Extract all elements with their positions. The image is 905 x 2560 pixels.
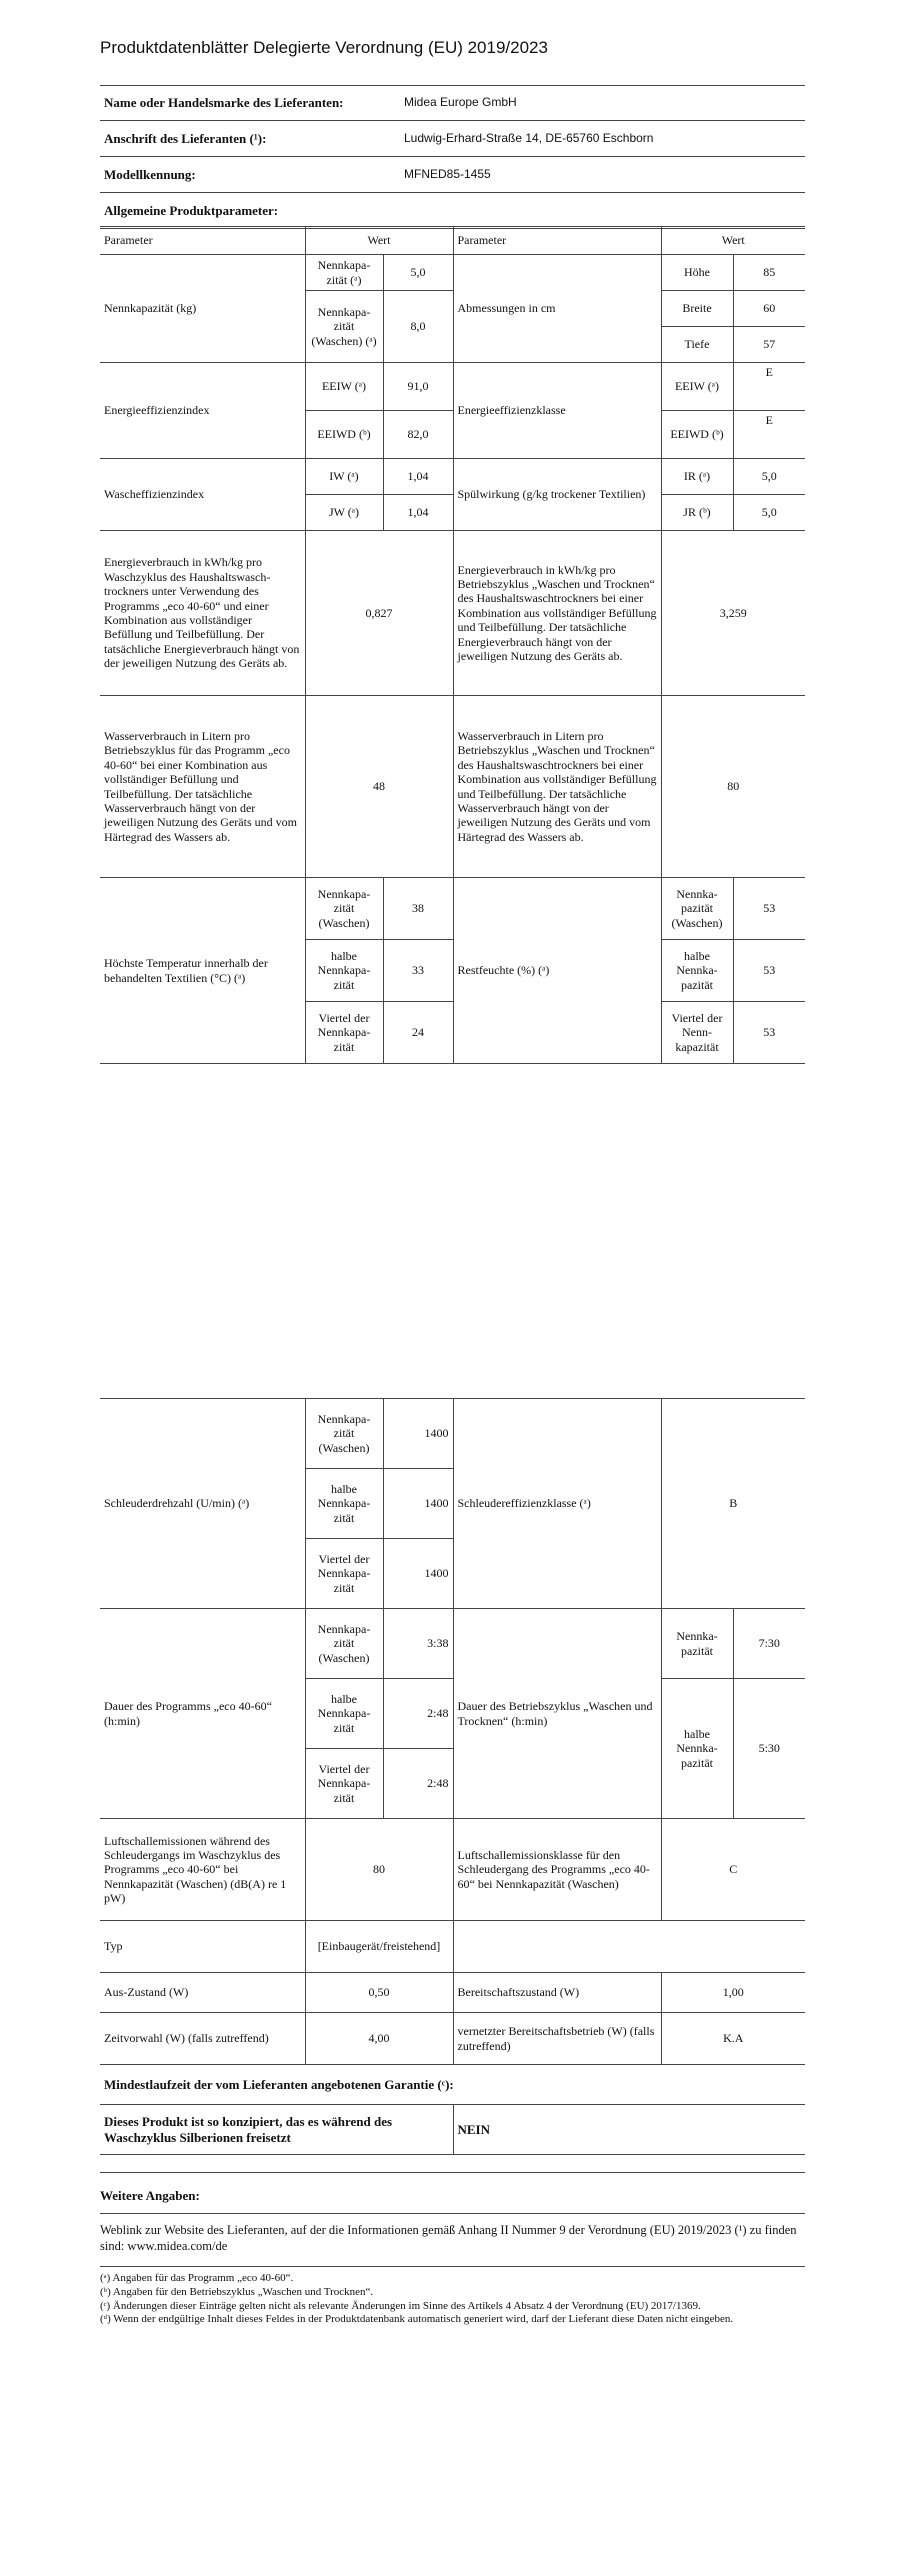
aus-label: Aus-Zustand (W)	[100, 1973, 305, 2013]
model-value: MFNED85-1455	[400, 157, 805, 193]
tiefe-value: 57	[733, 327, 805, 363]
footnotes	[100, 2272, 805, 2327]
supplier-value: Midea Europe GmbH	[400, 85, 805, 121]
eek-w-label: EEIW (ᵃ)	[661, 363, 733, 411]
more-text: Weblink zur Website des Lieferanten, auf der die Informationen gemäß Anhang II Nummer 9 der Verordnung (EU) 2019/2023 (¹) zu finden sind: www.midea.com/de	[100, 2223, 797, 2254]
hoehe-label: Höhe	[661, 255, 733, 291]
temp-label: Höchste Temperatur innerhalb der behandelten Textilien (°C) (ᵃ)	[100, 878, 305, 1064]
parameters-table-1	[100, 226, 805, 1064]
divider	[100, 2172, 805, 2173]
dauer1-label: Dauer des Programms „eco 40-60“ (h:min)	[100, 1609, 305, 1819]
energy2-value: 3,259	[661, 531, 805, 696]
rest-r2-value: 53	[733, 940, 805, 1002]
jr-label: JR (ᵇ)	[661, 495, 733, 531]
dauer2-r1-label: Nennkapazität	[661, 1609, 733, 1679]
general-label: Allgemeine Produktparameter:	[100, 193, 805, 229]
luft1-value: 80	[305, 1819, 453, 1921]
iw-label: IW (ᵃ)	[305, 459, 383, 495]
supplier-row	[100, 85, 805, 121]
table-row	[100, 696, 805, 878]
table-row	[100, 1973, 805, 2013]
table-row	[100, 1609, 805, 1679]
ir-label: IR (ᵃ)	[661, 459, 733, 495]
wfi-label: Wascheffizienzindex	[100, 459, 305, 531]
temp-r3-value: 24	[383, 1002, 453, 1064]
temp-r1-value: 38	[383, 878, 453, 940]
dauer2-r1-value: 7:30	[733, 1609, 805, 1679]
silber-label: Dieses Produkt ist so konzipiert, das es während des Waschzyklus Silberionen freisetzt	[100, 2105, 453, 2155]
dauer1-r3-value: 2:48	[383, 1749, 453, 1819]
rest-r2-label: halbe Nennkapazität	[661, 940, 733, 1002]
divider	[100, 2213, 805, 2214]
empty-cell	[453, 1921, 805, 1973]
table-row	[100, 2065, 805, 2105]
dauer2-r2-value: 5:30	[733, 1679, 805, 1819]
luft2-label: Luftschallemissionsklasse für den Schleudergang des Programms „eco 40-60“ bei Nennkapazität (Waschen)	[453, 1819, 661, 1921]
supplier-header	[100, 85, 805, 229]
eek-wd-label: EEIWD (ᵇ)	[661, 411, 733, 459]
water2-value: 80	[661, 696, 805, 878]
water1-value: 48	[305, 696, 453, 878]
garantie-label: Mindestlaufzeit der vom Lieferanten angebotenen Garantie (ᶜ):	[100, 2065, 805, 2105]
energy2-label: Energieverbrauch in kWh/kg pro Betriebszyklus „Waschen und Trocknen“ des Haushaltswaschtrockners bei einer Kombination aus vollständiger Befüllung und Teilbefüllung. Der tatsächliche Energieverbrauch hängt von der jeweiligen Nutzung des Geräts ab.	[453, 531, 661, 696]
sek-value: B	[661, 1399, 805, 1609]
aus-value: 0,50	[305, 1973, 453, 2013]
zeit-value: 4,00	[305, 2013, 453, 2065]
iw-value: 1,04	[383, 459, 453, 495]
eek-wd-value: E	[733, 411, 805, 459]
value-header-2: Wert	[661, 227, 805, 255]
silber-value: NEIN	[453, 2105, 805, 2155]
table-row	[100, 2105, 805, 2155]
param-header-2: Parameter	[453, 227, 661, 255]
eeiwd-value: 82,0	[383, 411, 453, 459]
eeiw-label: EEIW (ᵃ)	[305, 363, 383, 411]
model-row	[100, 157, 805, 193]
value-header: Wert	[305, 227, 453, 255]
table-row	[100, 531, 805, 696]
jw-value: 1,04	[383, 495, 453, 531]
more-heading: Weitere Angaben:	[100, 2188, 200, 2203]
nennkap-b-value: 8,0	[383, 291, 453, 363]
water2-label: Wasserverbrauch in Litern pro Betriebszyklus „Waschen und Trocknen“ des Haushaltswaschtrockners bei einer Kombination aus vollständiger Befüllung und Teilbefüllung. Der tatsächliche Wasserverbrauch hängt von der jeweiligen Nutzung des Geräts und vom Härtegrad des Wassers ab.	[453, 696, 661, 878]
eei-label: Energieeffizienzindex	[100, 363, 305, 459]
luft1-label: Luftschallemissionen während des Schleudergangs im Waschzyklus des Programms „eco 40-60“ bei Nennkapazität (Waschen) (dB(A) re 1 pW)	[100, 1819, 305, 1921]
zeit-label: Zeitvorwahl (W) (falls zutreffend)	[100, 2013, 305, 2065]
dauer1-r1-label: Nennkapazität (Waschen)	[305, 1609, 383, 1679]
dauer1-r3-label: Viertel der Nennkapazität	[305, 1749, 383, 1819]
typ-value: [Einbaugerät/freistehend]	[305, 1921, 453, 1973]
table-row	[100, 363, 805, 411]
eek-w-value: E	[733, 363, 805, 411]
schleuder-r2-label: halbe Nennkapazität	[305, 1469, 383, 1539]
spuel-label: Spülwirkung (g/kg trockener Textilien)	[453, 459, 661, 531]
jr-value: 5,0	[733, 495, 805, 531]
table-header-row	[100, 227, 805, 255]
tiefe-label: Tiefe	[661, 327, 733, 363]
divider	[100, 2266, 805, 2267]
dauer2-r2-label: halbe Nennkapazität	[661, 1679, 733, 1819]
typ-label: Typ	[100, 1921, 305, 1973]
rest-label: Restfeuchte (%) (ᵃ)	[453, 878, 661, 1064]
energy1-label: Energieverbrauch in kWh/kg pro Waschzyklus des Haushaltswaschtrockners unter Verwendung des Programms „eco 40-60“ und einer Kombination aus vollständiger Befüllung und Teilbefüllung. Der tatsächliche Energieverbrauch hängt von der jeweiligen Nutzung des Geräts ab.	[100, 531, 305, 696]
nennkap-b-label: Nennkapazität (Waschen) (ᵃ)	[305, 291, 383, 363]
general-row	[100, 193, 805, 229]
schleuder-r1-label: Nennkapazität (Waschen)	[305, 1399, 383, 1469]
schleuder-r3-value: 1400	[383, 1539, 453, 1609]
schleuder-r1-value: 1400	[383, 1399, 453, 1469]
schleuder-r2-value: 1400	[383, 1469, 453, 1539]
table-row	[100, 1819, 805, 1921]
rest-r3-label: Viertel der Nennkapazität	[661, 1002, 733, 1064]
nennkap-a-label: Nennkapazität (ᵃ)	[305, 255, 383, 291]
address-value: Ludwig-Erhard-Straße 14, DE-65760 Eschborn	[400, 121, 805, 157]
hoehe-value: 85	[733, 255, 805, 291]
table-row	[100, 878, 805, 940]
temp-r1-label: Nennkapazität (Waschen)	[305, 878, 383, 940]
temp-r3-label: Viertel der Nennkapazität	[305, 1002, 383, 1064]
table-row	[100, 459, 805, 495]
ir-value: 5,0	[733, 459, 805, 495]
breite-label: Breite	[661, 291, 733, 327]
footnote-c: (ᶜ) Änderungen dieser Einträge gelten nicht als relevante Änderungen im Sinne des Artikels 4 Absatz 4 der Verordnung (EU) 2017/1369.	[100, 2299, 701, 2312]
vernetzt-value: K.A	[661, 2013, 805, 2065]
address-row	[100, 121, 805, 157]
dauer1-r1-value: 3:38	[383, 1609, 453, 1679]
jw-label: JW (ᵃ)	[305, 495, 383, 531]
dauer1-r2-value: 2:48	[383, 1679, 453, 1749]
luft2-value: C	[661, 1819, 805, 1921]
nennkap-a-value: 5,0	[383, 255, 453, 291]
footnote-d: (ᵈ) Wenn der endgültige Inhalt dieses Feldes in der Produktdatenbank automatisch generiert wird, darf der Lieferant diese Daten nicht eingeben.	[100, 2313, 734, 2326]
eeiwd-label: EEIWD (ᵇ)	[305, 411, 383, 459]
bereit-value: 1,00	[661, 1973, 805, 2013]
schleuder-r3-label: Viertel der Nennkapazität	[305, 1539, 383, 1609]
footnote-b: (ᵇ) Angaben für den Betriebszyklus „Waschen und Trocknen“.	[100, 2285, 374, 2298]
sek-label: Schleudereffizienzklasse (ᵃ)	[453, 1399, 661, 1609]
model-label: Modellkennung:	[100, 157, 400, 193]
table-row	[100, 255, 805, 291]
breite-value: 60	[733, 291, 805, 327]
nennkap-label: Nennkapazität (kg)	[100, 255, 305, 363]
dauer1-r2-label: halbe Nennkapazität	[305, 1679, 383, 1749]
vernetzt-label: vernetzter Bereitschaftsbetrieb (W) (falls zutreffend)	[453, 2013, 661, 2065]
schleuder-label: Schleuderdrehzahl (U/min) (ᵃ)	[100, 1399, 305, 1609]
rest-r1-label: Nennkapazität (Waschen)	[661, 878, 733, 940]
table-row	[100, 1399, 805, 1469]
temp-r2-label: halbe Nennkapazität	[305, 940, 383, 1002]
eek-label: Energieeffizienzklasse	[453, 363, 661, 459]
bereit-label: Bereitschaftszustand (W)	[453, 1973, 661, 2013]
dauer2-label: Dauer des Betriebszyklus „Waschen und Trocknen“ (h:min)	[453, 1609, 661, 1819]
table-row	[100, 1921, 805, 1973]
address-label: Anschrift des Lieferanten (¹):	[100, 121, 400, 157]
water1-label: Wasserverbrauch in Litern pro Betriebszyklus für das Programm „eco 40-60“ bei einer Kombination aus vollständiger Befüllung und Teilbefüllung. Der tatsächliche Wasserverbrauch hängt von der jeweiligen Nutzung des Geräts und vom Härtegrad des Wassers ab.	[100, 696, 305, 878]
parameters-table-2	[100, 1398, 805, 2155]
footnote-a: (ᵃ) Angaben für das Programm „eco 40-60“.	[100, 2272, 294, 2284]
supplier-label: Name oder Handelsmarke des Lieferanten:	[100, 85, 400, 121]
table-row	[100, 2013, 805, 2065]
energy1-value: 0,827	[305, 531, 453, 696]
page-title: Produktdatenblätter Delegierte Verordnung (EU) 2019/2023	[100, 38, 548, 57]
temp-r2-value: 33	[383, 940, 453, 1002]
rest-r1-value: 53	[733, 878, 805, 940]
abm-label: Abmessungen in cm	[453, 255, 661, 363]
param-header: Parameter	[100, 227, 305, 255]
rest-r3-value: 53	[733, 1002, 805, 1064]
eeiw-value: 91,0	[383, 363, 453, 411]
